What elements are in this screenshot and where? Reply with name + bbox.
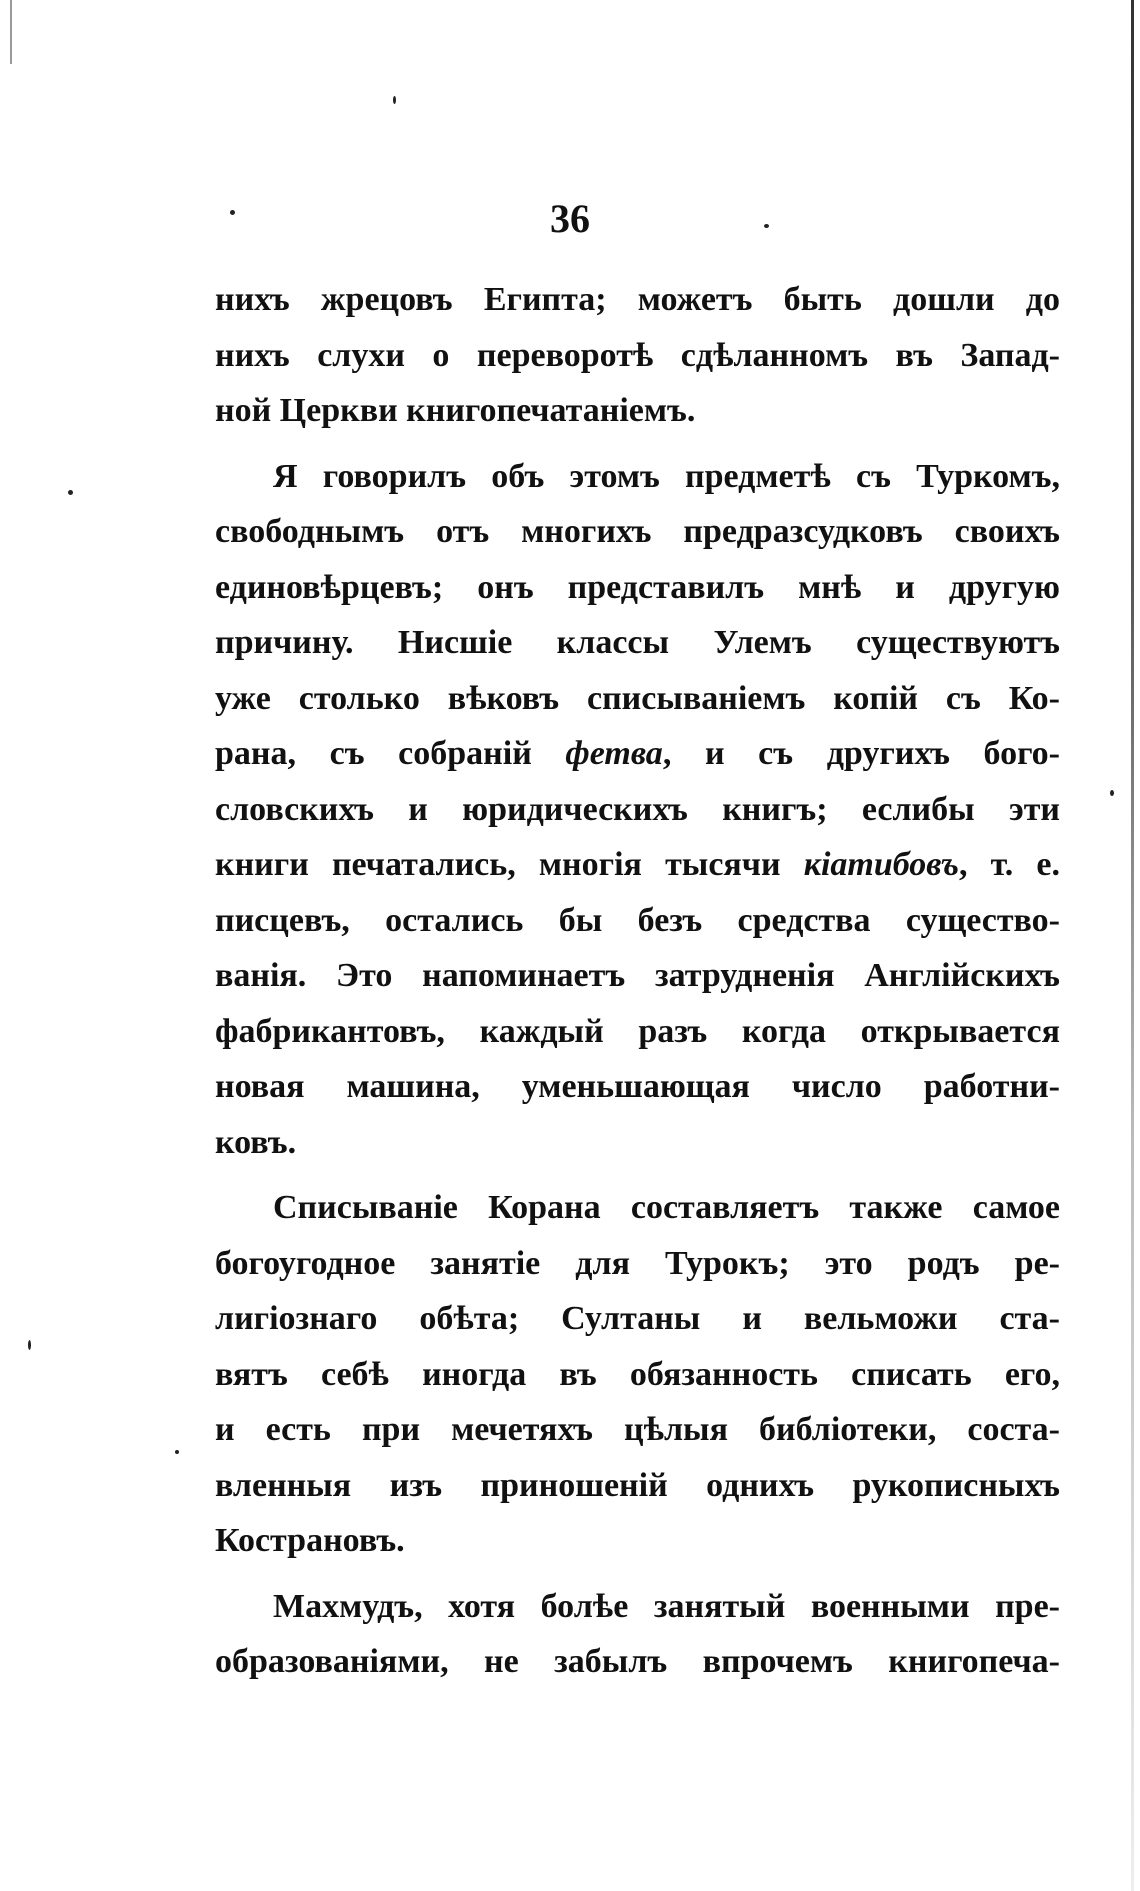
text-line: Махмудъ, хотя болѣе занятый военными пре- bbox=[273, 1587, 1060, 1625]
text-line: причину. Нисшіе классы Улемъ существуютъ bbox=[215, 624, 1060, 661]
text-line: ной Церкви книгопечатаніемъ. bbox=[215, 392, 696, 429]
text-line: Я говорилъ объ этомъ предметѣ съ Туркомъ, bbox=[273, 457, 1060, 495]
text-line: Списываніе Корана составляетъ также самое bbox=[273, 1189, 1060, 1226]
text-line-with-italic bbox=[215, 837, 1060, 893]
text-line: фабрикантовъ, каждый разъ когда открывается bbox=[215, 1012, 1060, 1050]
text-segment: , т. е. bbox=[958, 846, 1060, 883]
text-line: свободнымъ отъ многихъ предразсудковъ своихъ bbox=[215, 513, 1060, 550]
italic-term-kiatibov: кіатибовъ bbox=[803, 846, 959, 883]
paragraph-3 bbox=[215, 1180, 1060, 1569]
paragraph-1 bbox=[215, 272, 1060, 439]
text-line: и есть при мечетяхъ цѣлыя библіотеки, соста- bbox=[215, 1411, 1060, 1448]
text-line: нихъ слухи о переворотѣ сдѣланномъ въ Запад- bbox=[215, 336, 1060, 374]
text-line: словскихъ и юридическихъ книгъ; еслибы эти bbox=[215, 790, 1060, 828]
text-line: богоугодное занятіе для Турокъ; это родъ ре- bbox=[215, 1244, 1060, 1282]
italic-term-fetva: фетва bbox=[565, 735, 663, 772]
text-line: уже столько вѣковъ списываніемъ копій съ Ко- bbox=[215, 679, 1060, 717]
scan-edge-left bbox=[10, 0, 12, 64]
text-segment: , и съ другихъ бого- bbox=[662, 735, 1060, 772]
text-segment: рана, съ собраній bbox=[215, 735, 532, 772]
text-line: Кострановъ. bbox=[215, 1522, 405, 1559]
scan-speck bbox=[28, 1340, 31, 1350]
text-line: образованіями, не забылъ впрочемъ книгопеча- bbox=[215, 1643, 1060, 1680]
text-line-with-italic bbox=[215, 726, 1060, 782]
text-line: вленныя изъ приношеній однихъ рукописныхъ bbox=[215, 1466, 1060, 1504]
text-line: писцевъ, остались бы безъ средства существо- bbox=[215, 901, 1060, 939]
text-line: вятъ себѣ иногда въ обязанность списать его, bbox=[215, 1355, 1060, 1393]
paragraph-2 bbox=[215, 449, 1060, 1171]
paragraph-4 bbox=[215, 1579, 1060, 1690]
scan-speck bbox=[393, 96, 396, 104]
text-line: нихъ жрецовъ Египта; можетъ быть дошли до bbox=[215, 281, 1060, 318]
scan-speck bbox=[175, 1450, 179, 1454]
text-line: ковъ. bbox=[215, 1123, 297, 1161]
text-segment: книги печатались, многія тысячи bbox=[215, 846, 781, 883]
text-line: лигіознаго обѣта; Султаны и вельможи ста- bbox=[215, 1300, 1060, 1337]
page-number: 36 bbox=[550, 196, 590, 241]
scan-edge-right bbox=[1131, 0, 1134, 1891]
text-line: ванія. Это напоминаетъ затрудненія Англійскихъ bbox=[215, 957, 1060, 994]
text-line: новая машина, уменьшающая число работни- bbox=[215, 1068, 1060, 1105]
scan-speck bbox=[1110, 790, 1114, 796]
scan-speck bbox=[68, 490, 73, 495]
text-line: единовѣрцевъ; онъ представилъ мнѣ и другую bbox=[215, 568, 1060, 606]
page-text bbox=[215, 272, 1060, 1690]
